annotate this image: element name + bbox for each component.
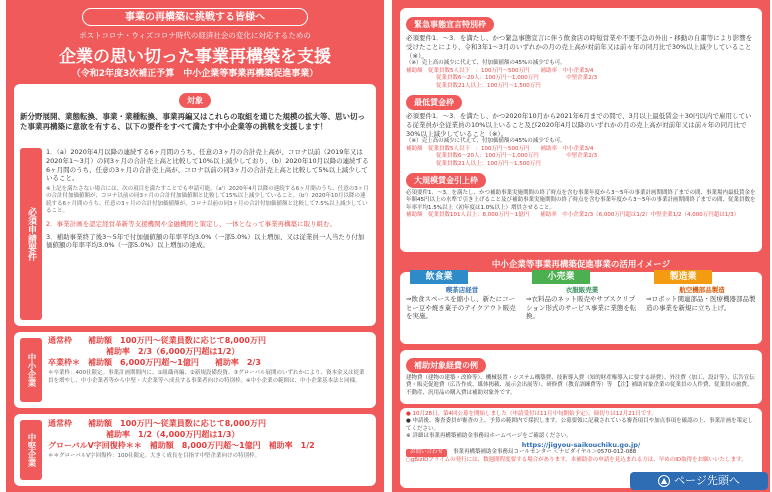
min-wage-note: （※）売上高の減少に代えて、付加価値額の45%の減少でも可。 [406, 138, 566, 145]
requirement-1-note: ※上記を満たさない場合には、次の項目を満たすことでも申請可能。（a'）2020年4月以降の連続する6ヶ月間のうち、任意の3ヶ月の合計付加価値額が、コロナ以前の同3ヶ月の合計付加価値額と比較して15%以上減少していること。（b'）2020年10月以降の連続する6ヶ月間のうち、任意の3ヶ月の合計付加価値額が、コロナ以前の同3ヶ月の合計付加価値額と比較して7.5%以上減少していること。 [46, 186, 369, 215]
min-wage-row-3: 従業員数21人以上：100万円～1,500万円 [436, 160, 541, 167]
requirement-3: 3．補助事業終了後3～5年で付加価値額の年率平均3.0%（一部5.0%）以上増加、又は従業員一人当たり付加価値額の年率平均3.0%（一部5.0%）以上増加の達成。 [46, 232, 365, 250]
large-wage-tag: 大規模賃金引上枠 [406, 173, 486, 188]
requirement-1: 1．（a）2020年4月以降の連続する6ヶ月間のうち、任意の3ヶ月の合計売上高が、コロナ以前（2019年又は2020年1～3月）の同3ヶ月の合計売上高と比較して10%以上減少しており、（b）2020年10月以降の連続する6ヶ月間のうち、任意の3ヶ月の合計売上高が、コロナ以前の同3ヶ月の合計売上高と比較して5%以上減少していること。 [46, 148, 369, 183]
midsize-normal-rate: 補助率 1/2（4,000万円超は1/3） [106, 429, 240, 439]
target-tag: 対象 [179, 93, 211, 108]
sme-graduation: 卒業枠＊ 補助額 6,000万円超～1億円 補助率 2/3 [48, 357, 261, 367]
right-flyer-page [392, 0, 770, 492]
up-arrow-icon: ▲ [658, 475, 670, 487]
emergency-note: （※）売上高の減少に代えて、付加価値額の45%の減少でも可。 [406, 60, 566, 67]
contact-text: 事業再構築補助金事務局コールセンター ＜ナビダイヤル＞0570-012-088 [453, 449, 637, 456]
emergency-row-3: 従業員数21人以上：100万円～1,500万円 [436, 82, 541, 89]
emergency-text: 必須要件1．～3．を満たし、かつ緊急事態宣言に伴う飲食店の時短営業や不要不急の外出・移動の自粛等により影響を受けたことにより、令和3年1～3月のいずれかの月の売上高が対前年又は前々年の同月比で30%以上減少していること（※）。 [406, 34, 753, 60]
use-image-title: 中小企業等事業再構築促進事業の活用イメージ [491, 260, 671, 270]
header-pill: 事業の再構築に挑戦する皆様へ [82, 8, 308, 26]
required-label: 必須申請要件 [20, 148, 42, 320]
midsize-normal-amount: 通常枠 補助額 100万円～従業員数に応じて8,000万円 [48, 419, 267, 428]
midsize-note: ＊＊グローバルV字回復枠：100社限定。大きく成長を目指す中堅企業向けの特別枠。 [48, 453, 260, 460]
back-to-top-label: ページ先頭へ [674, 474, 740, 487]
case-2-body: ⇒衣料品のネット販売やサブスクリプション形式のサービス事業に業態を転換。 [526, 294, 637, 321]
large-wage-text: 必須要件1．～3．を満たし、かつ補助事業実施期間の終了時点を含む事業年度から3～5年の事業計画期間終了までの間、事業場内最低賃金を年額45円以上の水準で引き上げること及び補助事業実施期間の終了時点を含む事業年度から3～5年の事業計画期間終了までの間、従業員数を年率平均1.5%以上（初年度は1.0%以上）増員させること。 [406, 189, 756, 211]
use-cases [400, 272, 762, 344]
sme-normal-amount: 通常枠 補助額 100万円～従業員数に応じて8,000万円 [48, 336, 267, 345]
expenses-text: 建物費（建物の建築・改修等）、機械装置・システム構築費、技術導入費（知的財産権導入に要する経費）、外注費（加工、設計等）、広告宣伝費・販売促進費（広告作成、媒体掲載、展示会出展等）、研修費（教育訓練費等）等 【注】補助対象企業の従業員の人件費、従業員の旅費、不動産、汎用品の購入費は補助対象外です。 [406, 375, 755, 396]
case-3-head: 航空機部品製造 [679, 286, 725, 294]
expenses-tag: 補助対象経費の例 [406, 358, 486, 373]
expenses-section [400, 350, 762, 404]
case-1-body: ⇒飲食スペースを縮小し、新たにコーヒー豆や焼き菓子のテイクアウト販売を実施。 [406, 294, 516, 321]
sme-section [14, 332, 376, 408]
target-intro: 新分野展開、業態転換、事業・業種転換、事業再編又はこれらの取組を通じた規模の拡大等、思い切った事業再構築に意欲を有する、以下の要件をすべて満たす中小企業等の挑戦を支援します！ [20, 112, 365, 132]
left-flyer-page [6, 0, 384, 492]
contact-tag: お問い合わせ [406, 449, 447, 456]
schedule-2: ● 申請後、審査委員が審査の上、予算の範囲内で採択します。公募要領に記載されている審査項目や加点事項を確認の上、事業計画を策定してください。 [406, 418, 754, 432]
min-wage-text: 必須要件1．～3．を満たし、かつ2020年10月から2021年6月までの間で、3月以上最低賃金＋30円以内で雇用している従業員が全従業員の10%以上いること及び2020年4月以降のいずれかの月の売上高が対前年又は前々年の同月比で30%以上減少していること（※）。 [406, 111, 752, 138]
emergency-row-1: 補助額 従業員数5人以下 ：100万円～500万円 補助率 中小企業3/4 [406, 67, 594, 74]
min-wage-row-1: 補助額 従業員数5人以下 ：100万円～500万円 補助率 中小企業3/4 [406, 145, 594, 152]
special-frames-section [400, 8, 762, 252]
midsize-section [14, 414, 376, 486]
back-to-top-button[interactable] [630, 472, 768, 490]
sme-label: 中小企業 [20, 338, 42, 402]
sme-note: ＊卒業枠：400社限定。事業計画期間内に、①組織再編、②新規設備投資、③グローバル展開のいずれかにより、資本金又は従業員を増やし、中小企業者等から中堅・大企業等へ成長する事業者向けの特別枠。※中小企業の範囲は、中小企業基本法と同様。 [48, 370, 365, 384]
midsize-label: 中堅企業 [20, 420, 42, 480]
website-url[interactable]: https://jigyou-saikouchiku.go.jp/ [521, 440, 641, 449]
sme-normal-rate: 補助率 2/3（6,000万円超は1/2） [106, 346, 240, 356]
industry-retail-tag: 小売業 [532, 270, 590, 284]
requirement-2: 2．事業計画を認定経営革新等支援機関や金融機関と策定し、一体となって事業再構築に取り組む。 [46, 219, 337, 228]
details-note: ※ 詳細は事業再構築補助金事務局ホームページをご確認ください。 [406, 433, 572, 440]
target-section [14, 84, 376, 326]
industry-restaurant-tag: 飲食業 [410, 270, 468, 284]
case-3-body: ⇒ロボット関連部品・医療機器部品製造の事業を新規に立ち上げ。 [646, 294, 756, 312]
gbiz-note: ○gBizIDプライムの発行には、数週間程度要する場合があります。本補助金の申請を見込まれる方は、早めのID取得をお願いいたします。 [406, 456, 747, 463]
main-subtitle: （令和2年度3次補正予算 中小企業等事業再構築促進事業） [71, 69, 319, 79]
midsize-global: グローバルV字回復枠＊＊ 補助額 8,000万円超～1億円 補助率 1/2 [48, 440, 315, 450]
industry-manufacturing-tag: 製造業 [654, 270, 712, 284]
min-wage-tag: 最低賃金枠 [406, 95, 462, 110]
min-wage-row-2: 従業員数6～20人：100万円～1,000万円 中堅企業2/3 [436, 153, 598, 160]
headline-sub: ポストコロナ・ウィズコロナ時代の経済社会の変化に対応するための [79, 31, 311, 40]
main-title: 企業の思い切った事業再構築を支援 [59, 47, 331, 67]
emergency-tag: 緊急事態宣言特別枠 [406, 17, 494, 32]
case-2-head: 衣服販売業 [565, 286, 599, 294]
schedule-1: ● 10月28日、第4回公募を開始しました（申請受付は11月中旬開始予定）。締切りは12月21日です。 [406, 411, 657, 417]
large-wage-row: 補助額 従業員数101人以上：8,000万円～1億円 補助率 中小企業2/3（6,000万円超は1/2）中堅企業1/2（4,000万円超は1/3） [406, 212, 740, 219]
emergency-row-2: 従業員数6～20人：100万円～1,000万円 中堅企業2/3 [436, 75, 598, 82]
case-1-head: 喫茶店経営 [445, 286, 479, 294]
